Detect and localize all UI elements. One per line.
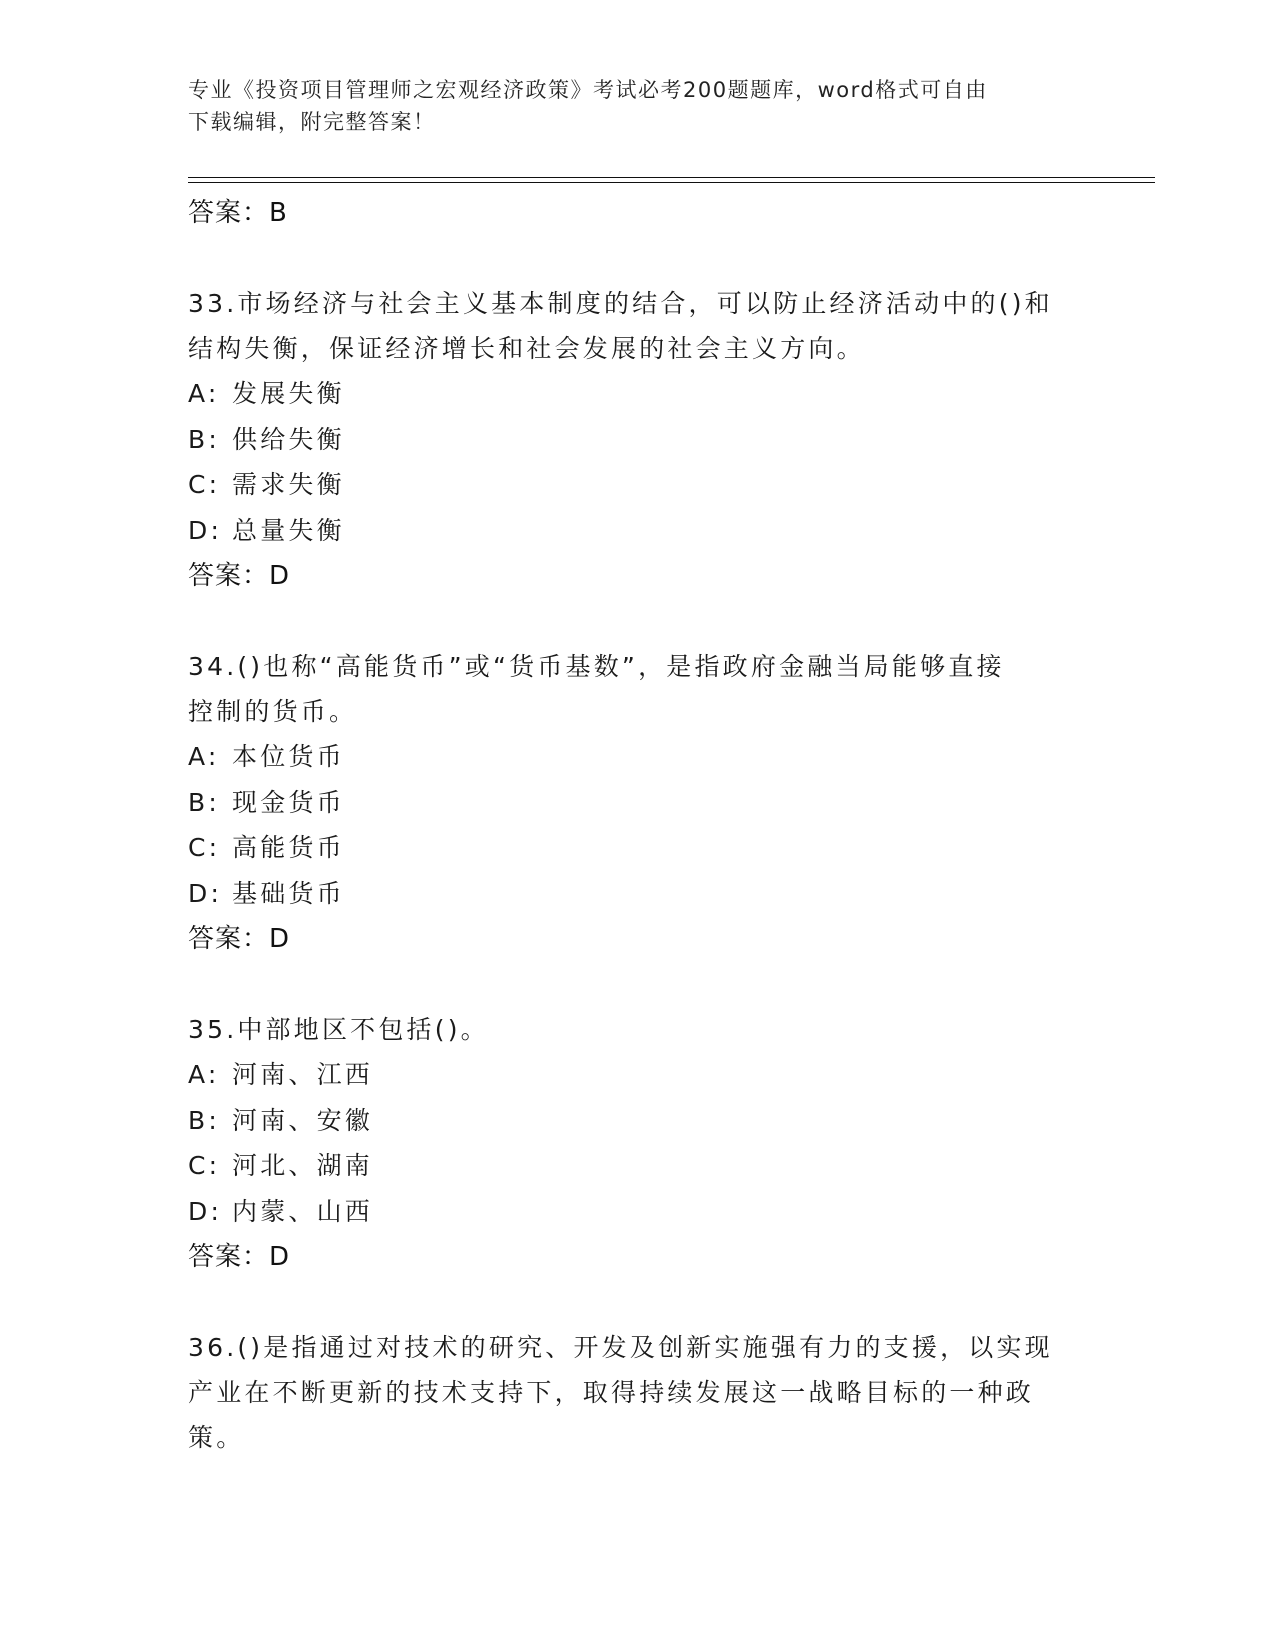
answer-35: 答案：D — [188, 1242, 291, 1272]
option-b — [188, 780, 1088, 826]
option-key: A: — [188, 742, 220, 771]
question-34 — [188, 644, 1088, 962]
option-text: 总量失衡 — [232, 515, 345, 545]
answer-33: 答案：D — [188, 561, 291, 591]
document-header — [188, 74, 1068, 138]
option-key: C: — [188, 470, 221, 499]
option-c — [188, 1143, 1088, 1189]
option-text: 供给失衡 — [232, 424, 345, 454]
option-key: A: — [188, 379, 220, 408]
question-34-line-1: 34.()也称“高能货币”或“货币基数”，是指政府金融当局能够直接 — [188, 652, 1005, 681]
header-rule-top — [188, 177, 1155, 178]
answer-previous: 答案：B — [188, 198, 288, 228]
option-d — [188, 1189, 1088, 1235]
option-text: 基础货币 — [232, 878, 345, 908]
option-text: 河南、安徽 — [232, 1105, 374, 1135]
option-c — [188, 825, 1088, 871]
question-33 — [188, 281, 1088, 599]
option-text: 河南、江西 — [232, 1060, 374, 1089]
option-key: C: — [188, 833, 221, 862]
option-d — [188, 508, 1088, 554]
option-key: D: — [188, 878, 223, 908]
option-key: B: — [188, 787, 220, 817]
question-33-line-1: 33.市场经济与社会主义基本制度的结合，可以防止经济活动中的()和 — [188, 289, 1053, 318]
option-c — [188, 462, 1088, 508]
option-text: 需求失衡 — [232, 470, 345, 499]
option-a — [188, 1052, 1088, 1098]
header-line-2: 下载编辑，附完整答案！ — [188, 110, 436, 134]
question-36-line-2: 产业在不断更新的技术支持下，取得持续发展这一战略目标的一种政 — [188, 1378, 1035, 1407]
document-body — [188, 190, 1088, 1460]
option-text: 高能货币 — [232, 833, 345, 862]
option-a — [188, 734, 1088, 780]
question-35-line-1: 35.中部地区不包括()。 — [188, 1015, 489, 1044]
question-35 — [188, 1007, 1088, 1280]
question-36-line-1: 36.()是指通过对技术的研究、开发及创新实施强有力的支援，以实现 — [188, 1333, 1053, 1362]
option-a — [188, 371, 1088, 417]
question-36 — [188, 1325, 1088, 1460]
option-key: C: — [188, 1151, 221, 1180]
option-d — [188, 871, 1088, 917]
question-34-line-2: 控制的货币。 — [188, 697, 358, 726]
header-line-1: 专业《投资项目管理师之宏观经济政策》考试必考200题题库，word格式可自由 — [188, 78, 988, 102]
option-text: 现金货币 — [232, 787, 345, 817]
option-text: 本位货币 — [232, 742, 345, 771]
option-key: B: — [188, 1105, 220, 1135]
option-text: 发展失衡 — [232, 379, 345, 408]
question-36-line-3: 策。 — [188, 1423, 245, 1452]
option-key: A: — [188, 1060, 220, 1089]
answer-34: 答案：D — [188, 924, 291, 954]
header-rule-bottom — [188, 182, 1155, 183]
option-b — [188, 417, 1088, 463]
option-text: 河北、湖南 — [232, 1151, 374, 1180]
option-key: D: — [188, 515, 223, 545]
option-key: B: — [188, 424, 220, 454]
option-key: D: — [188, 1196, 223, 1226]
question-33-line-2: 结构失衡，保证经济增长和社会发展的社会主义方向。 — [188, 334, 865, 363]
option-b — [188, 1098, 1088, 1144]
option-text: 内蒙、山西 — [232, 1196, 374, 1226]
